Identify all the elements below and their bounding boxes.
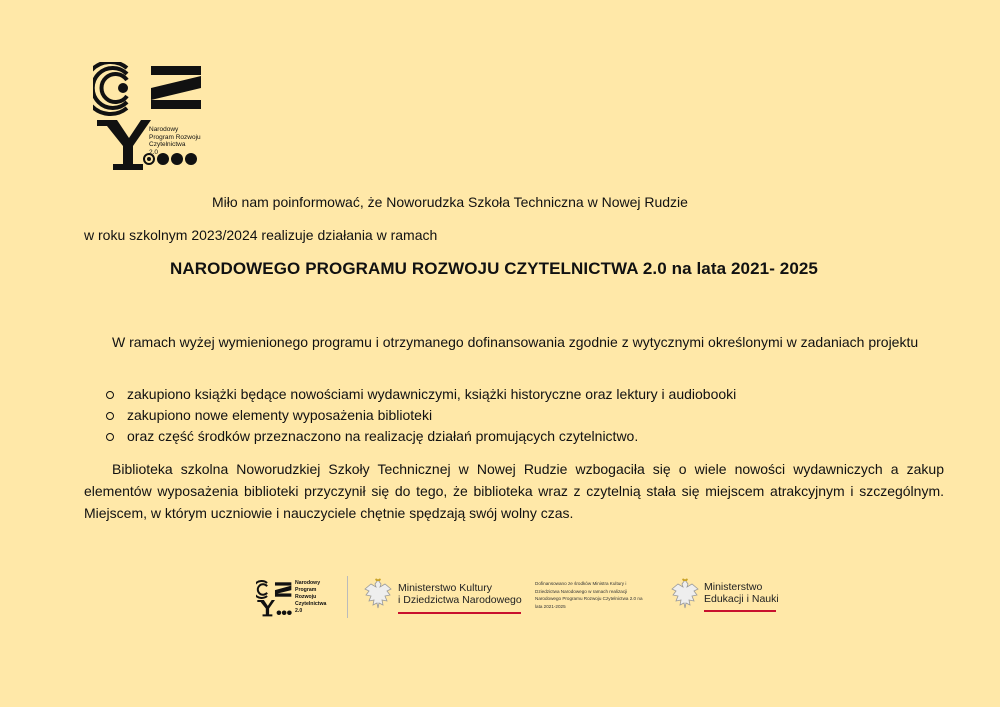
paragraph-2-text: Biblioteka szkolna Noworudzkiej Szkoły Technicznej w Nowej Rudzie wzbogaciła się o wiele nowości wydawniczych a zakup elementów wyposażenia biblioteki przyczynił się do tego, że biblioteka wraz z czytelnią stała się miejscem atrakcyjnym i szczególnym. Miejscem, w którym uczniowie i nauczyciele chętnie spędzają swój wolny czas. [84,461,944,521]
nprc-logo [93,62,233,172]
bullet-circle-icon [106,412,114,420]
nprc-logo-caption [149,126,201,156]
paragraph-1 [84,331,944,353]
footer-logos [0,570,1000,630]
footer-caption-line: Czytelnictwa [295,601,327,607]
nprc-logo-caption-line: 2.0 [149,148,159,156]
intro-line-1: Miło nam poinformować, że Noworudzka Szkoła Techniczna w Nowej Rudzie [212,194,688,210]
list-item-text: zakupiono książki będące nowościami wydawniczymi, książki historyczne oraz lektury i audiobooki [127,386,737,402]
ministry-culture-line: i Dziedzictwa Narodowego [398,594,522,606]
program-heading: NARODOWEGO PROGRAMU ROZWOJU CZYTELNICTWA 2.0 na lata 2021- 2025 [170,259,818,278]
footer-nprc-logo-icon [256,578,292,620]
bullet-circle-icon [106,433,114,441]
ministry-education-line: Ministerstwo [704,581,763,593]
bullet-circle-icon [106,391,114,399]
list-item-text: zakupiono nowe elementy wyposażenia biblioteki [127,407,433,423]
ministry-education-name [704,581,779,605]
funding-note: Dofinansowano ze środków Ministra Kultury i Dziedzictwa Narodowego w ramach realizacji Narodowego Programu Rozwoju Czytelnictwa 2.0 na lata 2021-2025 [535,581,643,609]
footer-caption-line: Program [295,587,317,593]
list-item [106,384,736,405]
ministry-education-underline [704,610,776,612]
ministry-education-line: Edukacji i Nauki [704,593,779,605]
footer-nprc-caption [295,580,326,615]
list-item [106,426,736,447]
polish-eagle-icon [363,578,393,612]
intro-line-2: w roku szkolnym 2023/2024 realizuje działania w ramach [84,227,438,243]
paragraph-1-text: W ramach wyżej wymienionego programu i otrzymanego dofinansowania zgodnie z wytycznymi określonymi w zadaniach projektu [112,334,919,350]
list-item-text: oraz część środków przeznaczono na realizację działań promujących czytelnictwo. [127,428,639,444]
ministry-culture-line: Ministerstwo Kultury [398,582,492,594]
polish-eagle-icon [670,578,700,612]
ministry-culture-name [398,582,522,606]
nprc-logo-caption-line: Program Rozwoju [149,133,201,141]
nprc-logo-caption-line: Czytelnictwa [149,141,186,148]
purchases-list [106,384,736,447]
footer-caption-line: Narodowy [295,580,321,586]
nprc-logo-caption-line: Narodowy [149,126,179,133]
footer-nprc-logo [256,578,346,623]
ministry-culture-underline [398,612,521,614]
paragraph-2 [84,458,944,524]
footer-caption-line: 2.0 [295,608,303,614]
footer-divider [347,576,348,618]
footer-caption-line: Rozwoju [295,594,317,600]
list-item [106,405,736,426]
